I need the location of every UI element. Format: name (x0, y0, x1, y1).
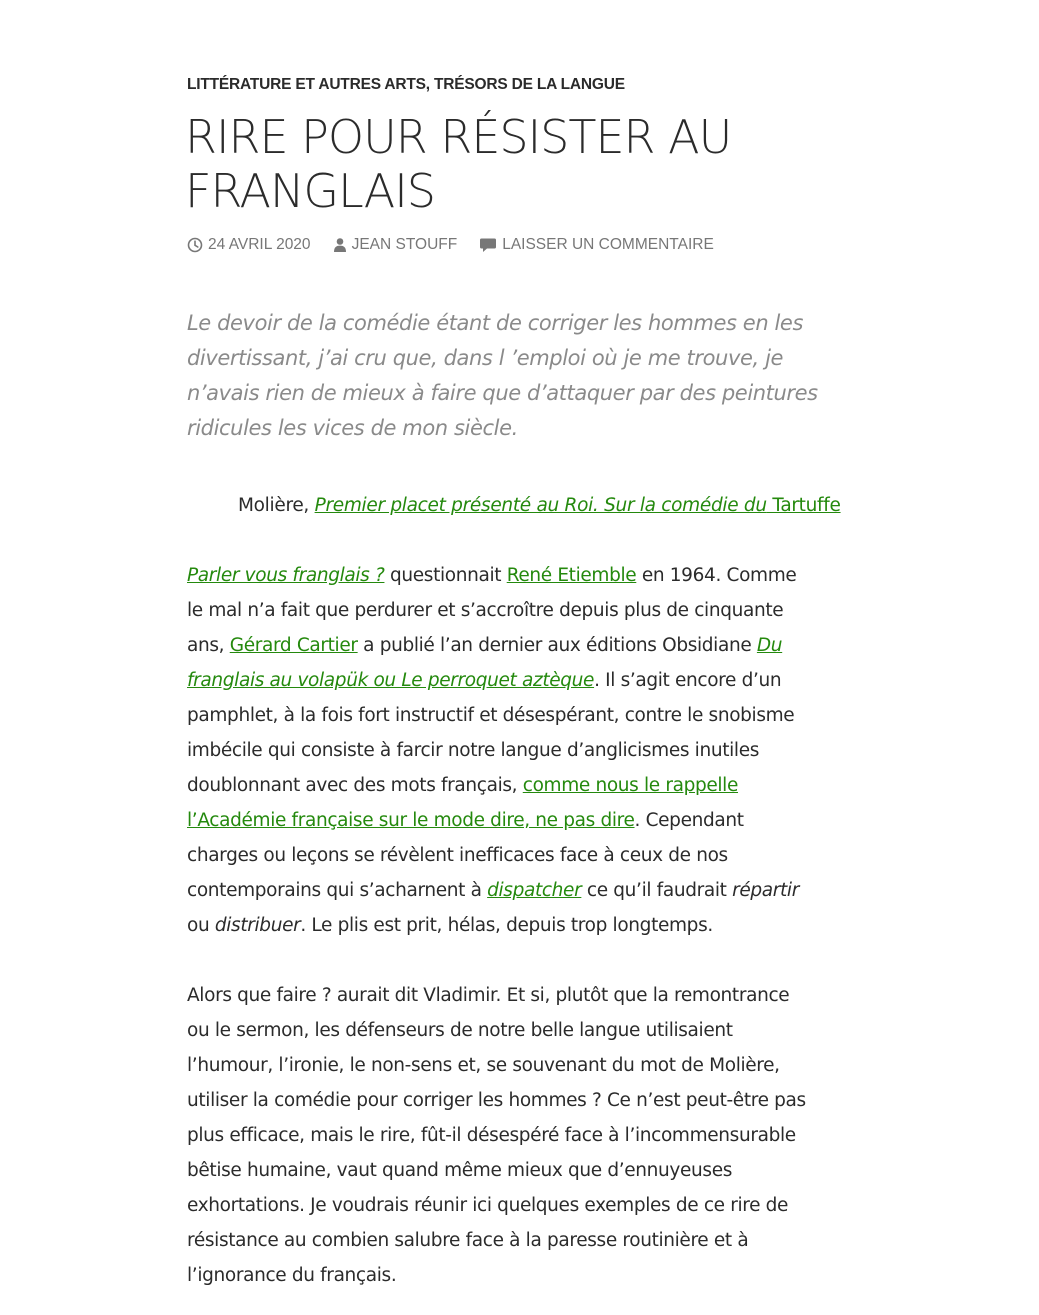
citation-author: Molière, (238, 495, 315, 516)
link-text: franglais au volapük ou Le perroquet aztèque (187, 670, 595, 691)
text-run: doublonnant avec des mots français, (187, 775, 523, 796)
link-gerard-cartier[interactable]: Gérard Cartier (229, 635, 358, 656)
link-parlez-vous-franglais[interactable] (187, 565, 384, 586)
category-link-tresors[interactable]: TRÉSORS DE LA LANGUE (434, 76, 625, 93)
paragraph-line: résistance au combien salubre face à la paresse routinière et à (187, 1230, 749, 1251)
paragraph-line: plus efficace, mais le rire, fût-il désespéré face à l’incommensurable (187, 1125, 796, 1146)
link-text: dispatcher (487, 880, 582, 901)
link-academie-francaise-cont[interactable]: l’Académie française sur le mode dire, ne pas dire (187, 810, 635, 831)
entry-author (333, 236, 458, 254)
leave-comment-link[interactable]: LAISSER UN COMMENTAIRE (502, 236, 714, 253)
quote-line: ridicules les vices de mon siècle. (187, 416, 518, 440)
paragraph-line: imbécile qui consiste à farcir notre langue d’anglicismes inutiles (187, 740, 760, 761)
quote-line: Le devoir de la comédie étant de corriger les hommes en les (187, 311, 803, 335)
entry-title (185, 110, 805, 218)
comment-icon (479, 237, 497, 253)
citation-link[interactable] (315, 495, 841, 516)
date-link[interactable]: 24 AVRIL 2020 (208, 236, 311, 253)
author-link[interactable]: JEAN STOUFF (351, 236, 458, 253)
citation-link-rest: Tartuffe (766, 495, 841, 516)
entry-date (187, 236, 311, 254)
category-separator: , (425, 76, 434, 93)
text-run: ou (187, 915, 215, 936)
text-run: questionnait (384, 565, 507, 586)
paragraph-line (187, 628, 887, 663)
paragraph-line (187, 663, 887, 698)
text-run: . Cependant (634, 810, 744, 831)
entry-meta (187, 236, 736, 254)
quote-citation (238, 488, 841, 523)
text-run: . Il s’agit encore d’un (594, 670, 782, 691)
category-link-litterature[interactable]: LITTÉRATURE ET AUTRES ARTS (187, 76, 426, 93)
link-text: Du (756, 635, 783, 656)
paragraph-line (187, 803, 887, 838)
paragraph-line: ou le sermon, les défenseurs de notre belle langue utilisaient (187, 1020, 733, 1041)
citation-link-italic: Premier placet présenté au Roi. Sur la comédie du (314, 495, 767, 516)
link-dispatcher[interactable] (487, 880, 581, 901)
text-run: . Le plis est prit, hélas, depuis trop longtemps. (300, 915, 713, 936)
link-du-franglais-book[interactable] (757, 635, 782, 656)
title-line-1: RIRE POUR RÉSISTER AU (185, 110, 732, 164)
entry-comments (479, 236, 714, 254)
paragraph-line: le mal n’a fait que perdurer et s’accroître depuis plus de cinquante (187, 600, 784, 621)
paragraph-line: exhortations. Je voudrais réunir ici quelques exemples de ce rire de (187, 1195, 789, 1216)
paragraph-line (187, 768, 887, 803)
paragraph-1 (187, 558, 887, 943)
paragraph-line: charges ou leçons se révèlent inefficaces face à ceux de nos (187, 845, 728, 866)
paragraph-line: l’ignorance du français. (187, 1265, 397, 1286)
emphasis-repartir: répartir (732, 880, 799, 901)
text-run: contemporains qui s’acharnent à (187, 880, 488, 901)
quote-line: n’avais rien de mieux à faire que d’attaquer par des peintures (187, 381, 818, 405)
text-run: a publié l’an dernier aux éditions Obsidiane (357, 635, 757, 656)
link-text: Parler vous franglais ? (187, 565, 385, 586)
paragraph-line: utiliser la comédie pour corriger les hommes ? Ce n’est peut-être pas (187, 1090, 806, 1111)
paragraph-line (187, 558, 887, 593)
paragraph-line (187, 908, 887, 943)
paragraph-line: bêtise humaine, vaut quand même mieux que d’ennuyeuses (187, 1160, 733, 1181)
paragraph-line: pamphlet, à la fois fort instructif et désespérant, contre le snobisme (187, 705, 795, 726)
paragraph-line: Alors que faire ? aurait dit Vladimir. Et si, plutôt que la remontrance (187, 985, 790, 1006)
text-run: en 1964. Comme (636, 565, 797, 586)
clock-icon (187, 237, 203, 253)
paragraph-line (187, 873, 887, 908)
link-rene-etiemble[interactable]: René Etiemble (506, 565, 637, 586)
link-du-franglais-book-cont[interactable] (187, 670, 594, 691)
quote-line: divertissant, j’ai cru que, dans l ’emploi où je me trouve, je (187, 346, 784, 370)
title-line-2: FRANGLAIS (185, 164, 435, 218)
paragraph-line: l’humour, l’ironie, le non-sens et, se souvenant du mot de Molière, (187, 1055, 780, 1076)
entry-categories (187, 76, 625, 94)
paragraph-2 (187, 978, 887, 1293)
text-run: ce qu’il faudrait (581, 880, 733, 901)
emphasis-distribuer: distribuer (214, 915, 301, 936)
user-icon (333, 237, 347, 253)
epigraph-quote (187, 306, 867, 446)
text-run: ans, (187, 635, 230, 656)
link-academie-francaise[interactable]: comme nous le rappelle (522, 775, 739, 796)
